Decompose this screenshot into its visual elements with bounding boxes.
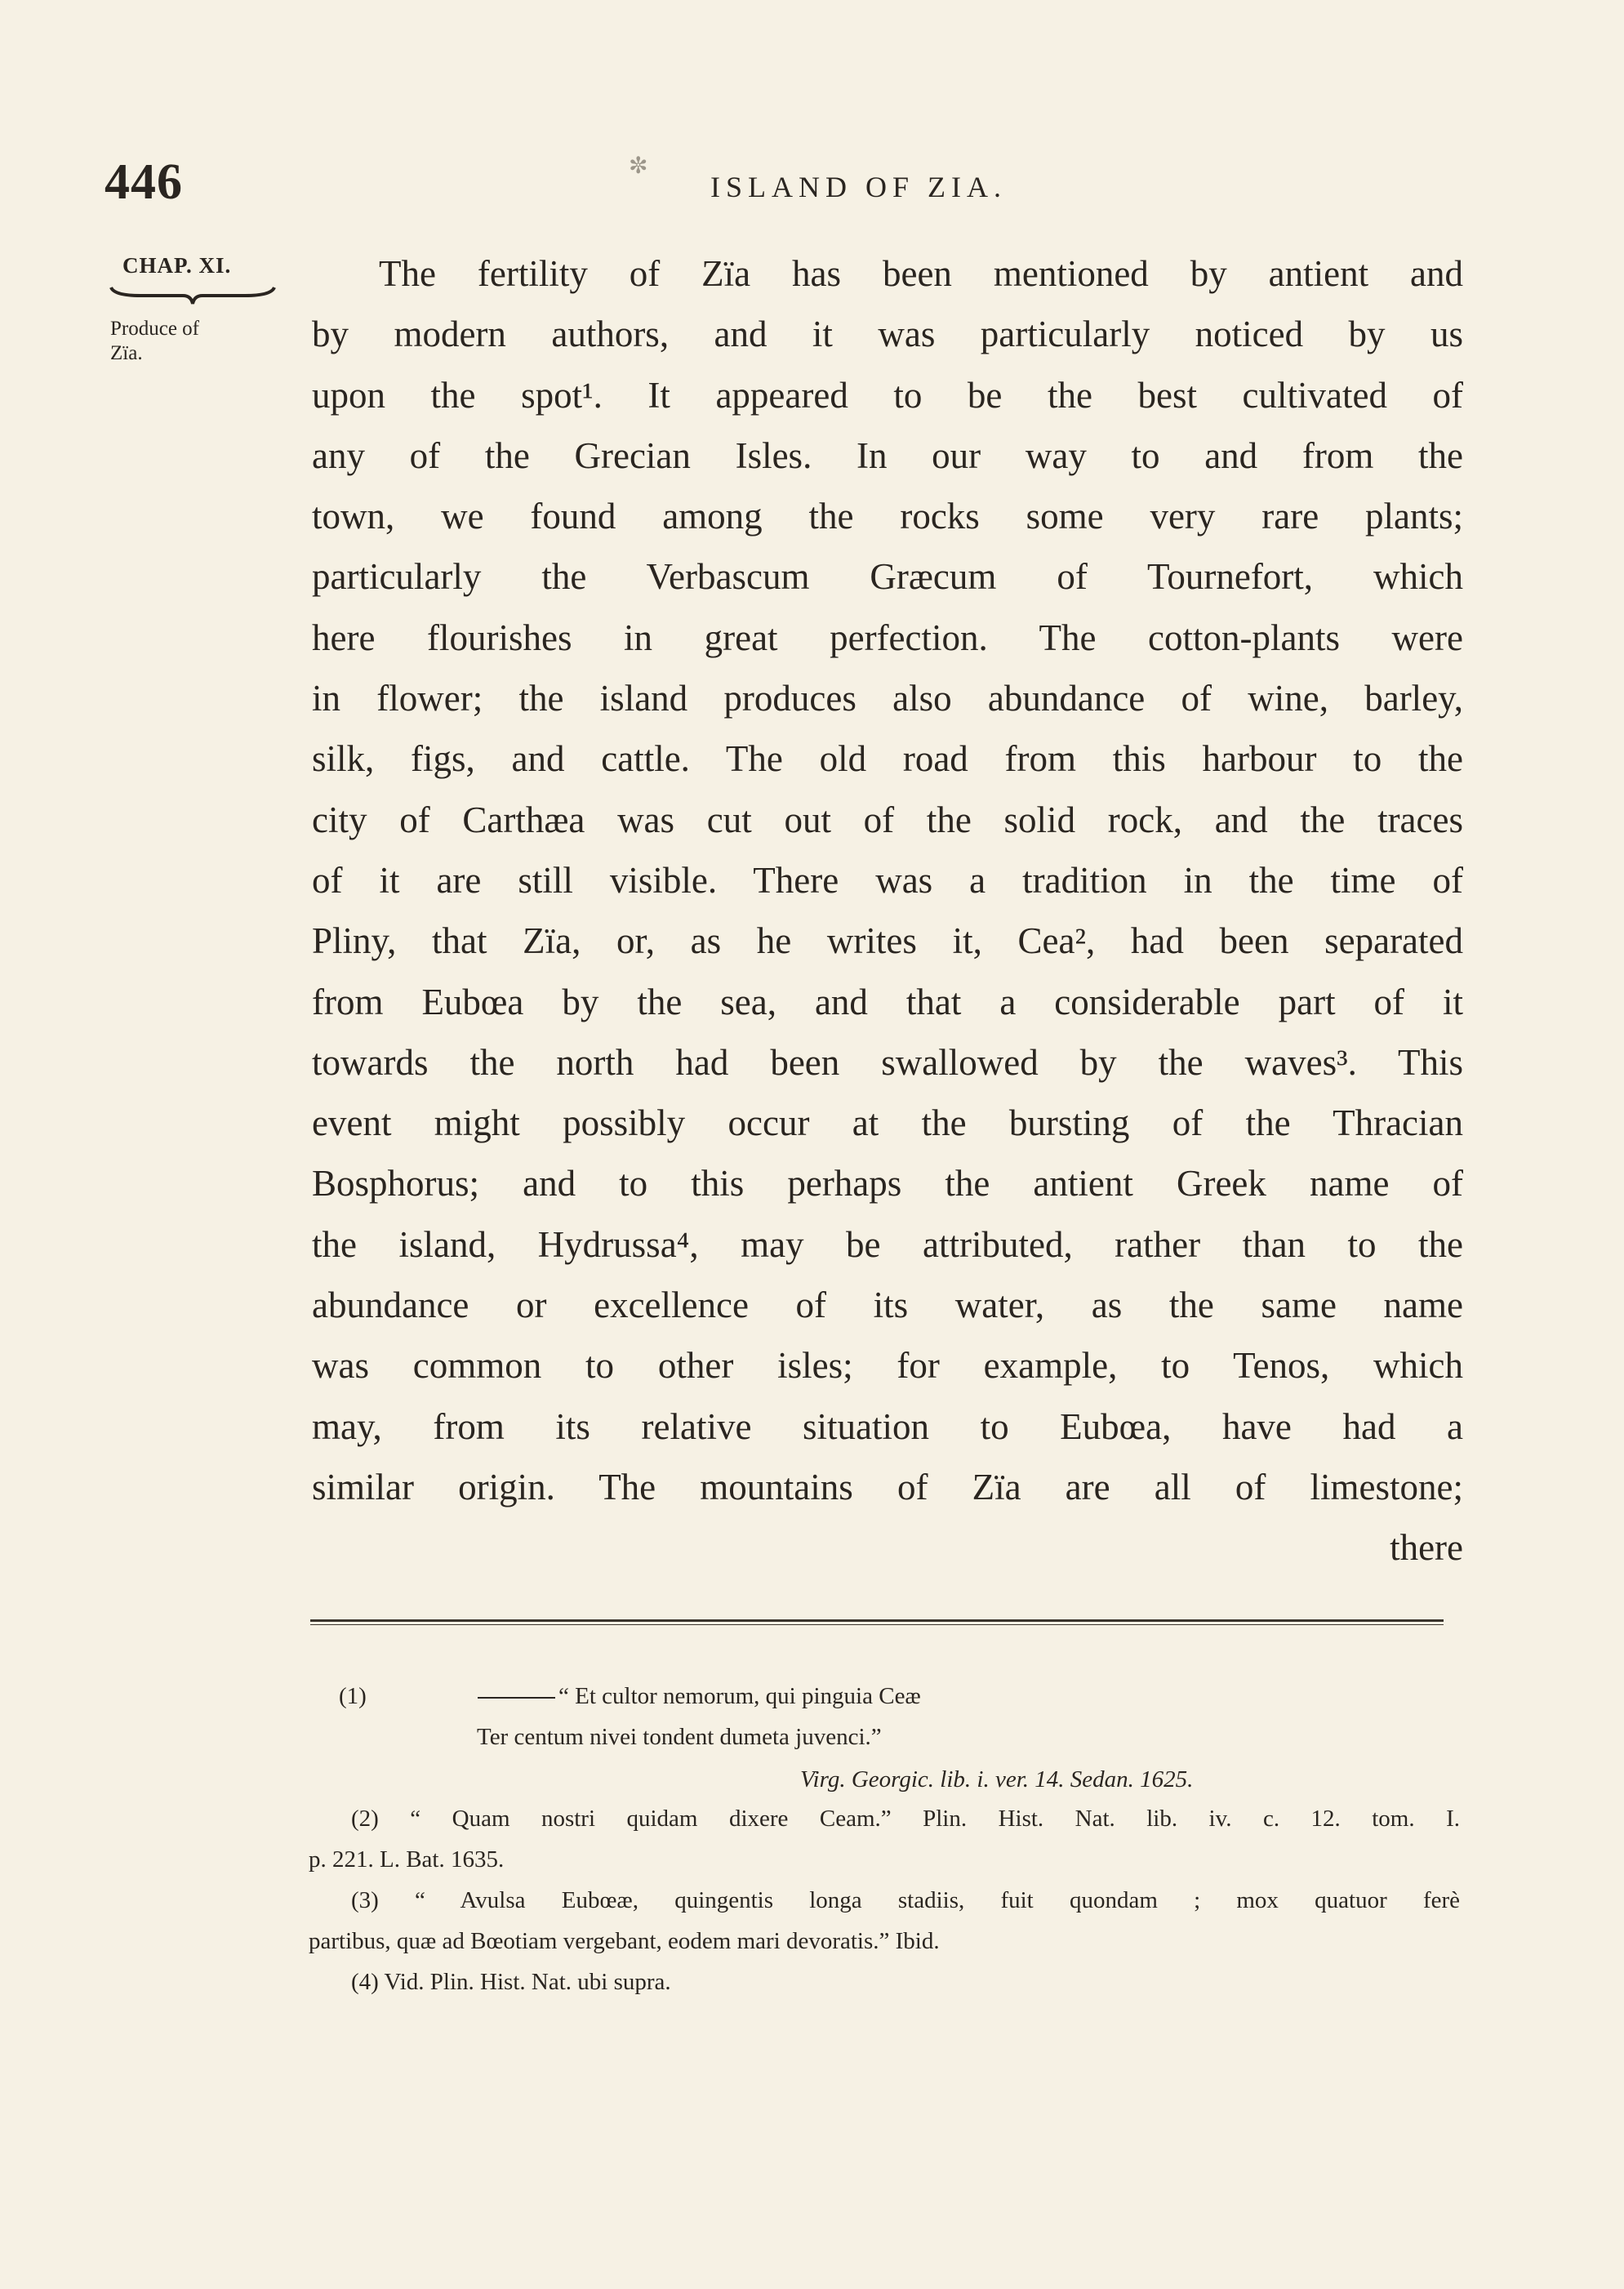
body-line: town, we found among the rocks some very rare plants; <box>312 496 1463 537</box>
chapter-label: CHAP. XI. <box>122 253 232 278</box>
body-line: Pliny, that Zïa, or, as he writes it, Cea², had been separated <box>312 920 1463 962</box>
body-line: The fertility of Zïa has been mentioned by antient and <box>379 253 1463 294</box>
footnote-rule <box>310 1619 1444 1625</box>
footnote-1-text: “ Et cultor nemorum, qui pinguia Ceæ <box>558 1683 921 1709</box>
body-line: similar origin. The mountains of Zïa are all of limestone; <box>312 1466 1463 1507</box>
body-line: silk, figs, and cattle. The old road from this harbour to the <box>312 738 1463 780</box>
footnote-1-citation: Virg. Georgic. lib. i. ver. 14. Sedan. 1625. <box>800 1766 1194 1792</box>
footnote-1-line-1 <box>478 1676 921 1717</box>
body-line: of it are still visible. There was a tradition in the time of <box>312 859 1463 901</box>
body-line: particularly the Verbascum Græcum of Tournefort, which <box>312 556 1463 598</box>
footnote-1-number: (1) <box>339 1683 367 1709</box>
footnote-1-line-2: Ter centum nivei tondent dumeta juvenci.” <box>477 1724 882 1750</box>
footnote-3-line-2: partibus, quæ ad Bœotiam vergebant, eodem mari devoratis.” Ibid. <box>309 1928 940 1954</box>
body-line: may, from its relative situation to Eubœa, have had a <box>312 1405 1463 1447</box>
body-line: was common to other isles; for example, to Tenos, which <box>312 1345 1463 1387</box>
footnote-2-line-2: p. 221. L. Bat. 1635. <box>309 1846 505 1873</box>
body-line: there <box>1390 1527 1463 1569</box>
body-line: upon the spot¹. It appeared to be the best cultivated of <box>312 374 1463 416</box>
dash-rule <box>478 1697 555 1699</box>
body-line: from Eubœa by the sea, and that a considerable part of it <box>312 981 1463 1022</box>
footnotes <box>309 1798 1460 2002</box>
body-line: here flourishes in great perfection. The cotton-plants were <box>312 617 1463 658</box>
footnote-3-line-1: (3) “ Avulsa Eubœæ, quingentis longa stadiis, fuit quondam ; mox quatuor ferè <box>351 1887 1460 1913</box>
ornament-icon: ✼ <box>629 154 648 179</box>
body-line: city of Carthæa was cut out of the solid rock, and the traces <box>312 799 1463 840</box>
margin-note-line: Zïa. <box>110 342 143 364</box>
body-line: in flower; the island produces also abundance of wine, barley, <box>312 678 1463 719</box>
body-line: Bosphorus; and to this perhaps the antient Greek name of <box>312 1163 1463 1205</box>
running-title: ISLAND OF ZIA. <box>710 171 1007 203</box>
footnote-2-line-1: (2) “ Quam nostri quidam dixere Ceam.” Plin. Hist. Nat. lib. iv. c. 12. tom. I. <box>351 1806 1460 1832</box>
body-line: towards the north had been swallowed by the waves³. This <box>312 1041 1463 1083</box>
page-number: 446 <box>105 154 183 210</box>
body-text <box>312 243 1463 1579</box>
body-line: by modern authors, and it was particularly noticed by us <box>312 314 1463 355</box>
brace-icon <box>108 284 278 305</box>
margin-note <box>110 317 253 366</box>
footnote-4-line-1: (4) Vid. Plin. Hist. Nat. ubi supra. <box>351 1969 671 1995</box>
margin-note-line: Produce of <box>110 318 199 340</box>
body-line: the island, Hydrussa⁴, may be attributed, rather than to the <box>312 1223 1463 1265</box>
body-line: any of the Grecian Isles. In our way to and from the <box>312 434 1463 476</box>
body-line: event might possibly occur at the bursting of the Thracian <box>312 1102 1463 1144</box>
body-line: abundance or excellence of its water, as the same name <box>312 1285 1463 1326</box>
